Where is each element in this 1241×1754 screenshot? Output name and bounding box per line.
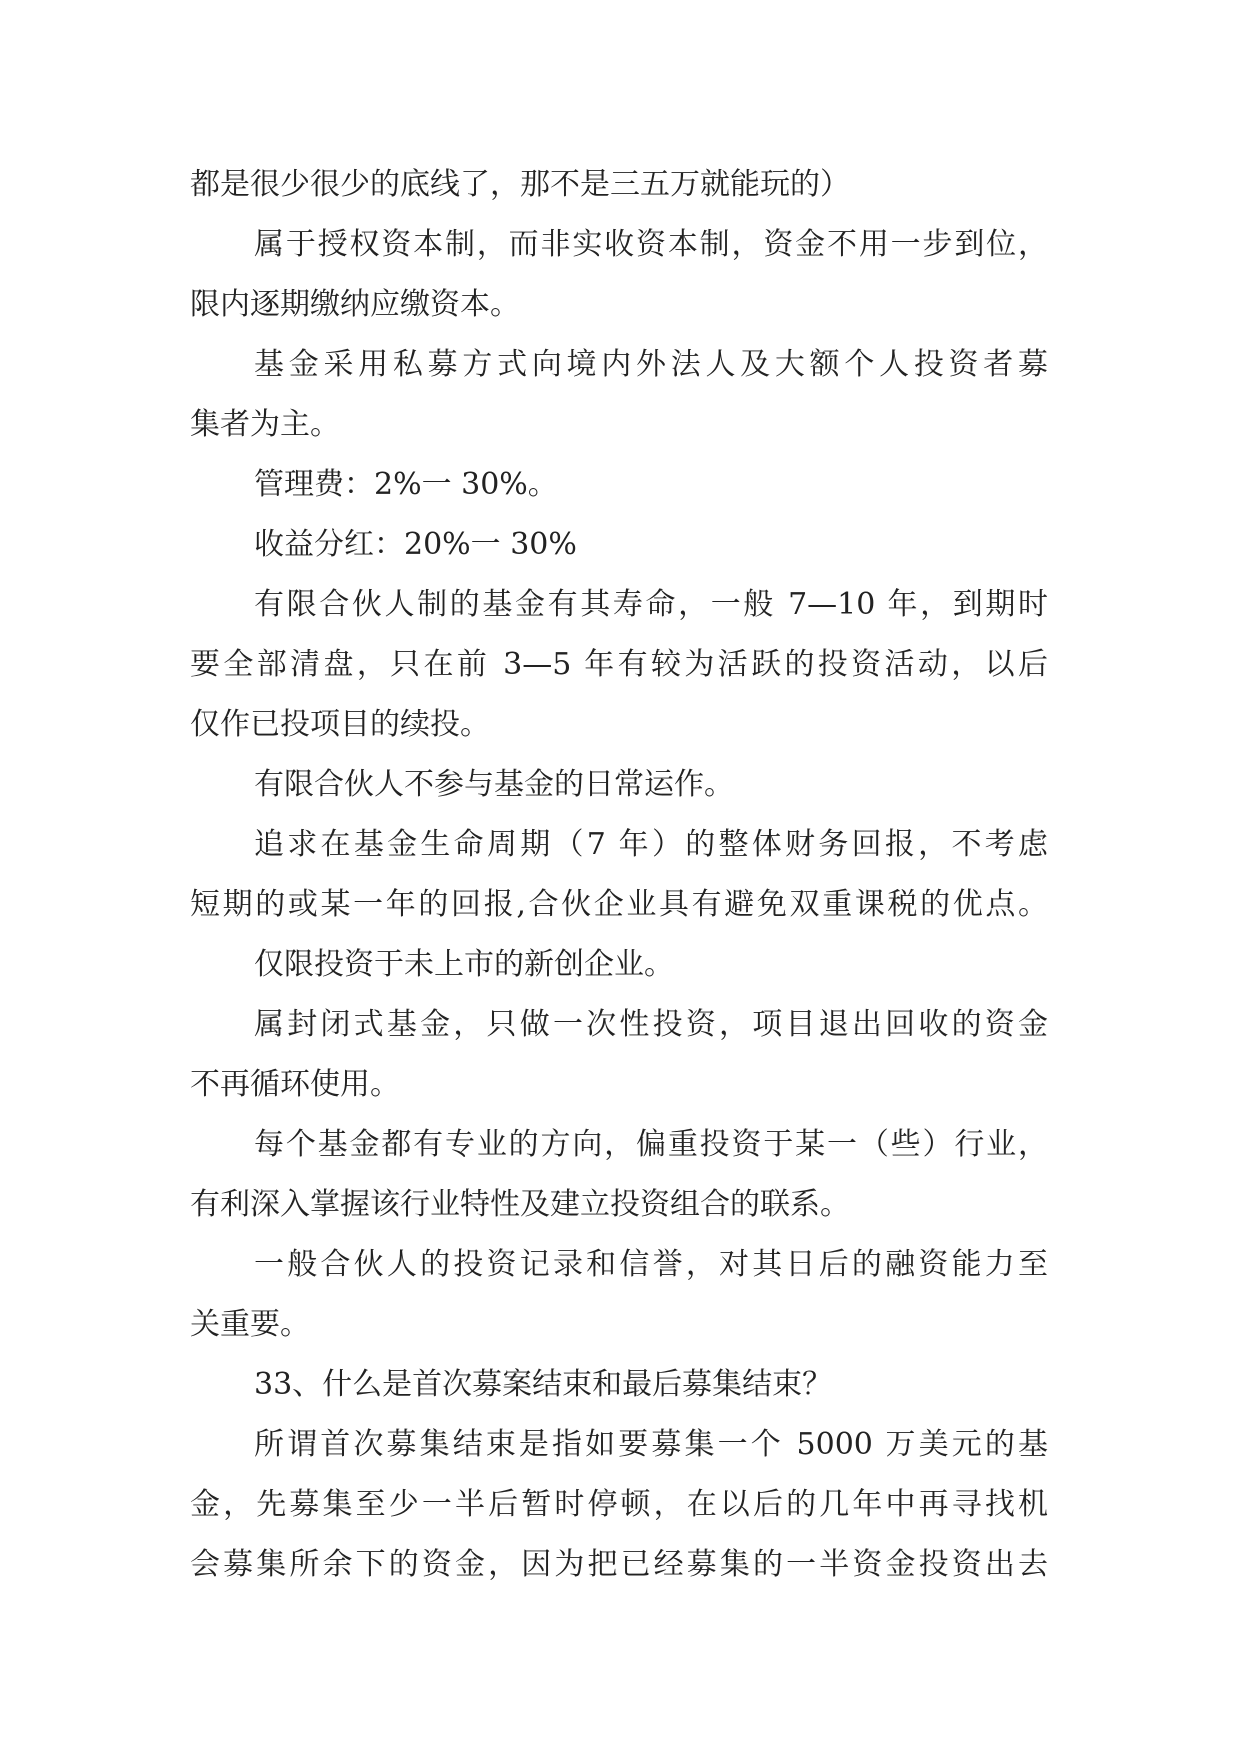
- text-line: 不再循环使用。: [190, 1067, 400, 1102]
- text-line: 关重要。: [190, 1307, 310, 1342]
- text-line: 每个基金都有专业的方向，偏重投资于某一（些）行业，: [254, 1127, 1048, 1162]
- text-line: 有利深入掌握该行业特性及建立投资组合的联系。: [190, 1187, 850, 1222]
- text-line: 集者为主。: [190, 407, 340, 442]
- text-line: 仅作已投项目的续投。: [190, 707, 490, 742]
- text-line: 有限合伙人制的基金有其寿命，一般 7—10 年，到期时: [254, 587, 1048, 622]
- document-body: [190, 155, 1048, 1595]
- text-line: 属封闭式基金，只做一次性投资，项目退出回收的资金: [254, 1007, 1048, 1042]
- text-line: 属于授权资本制，而非实收资本制，资金不用一步到位，: [254, 227, 1048, 262]
- text-line: 所谓首次募集结束是指如要募集一个 5000 万美元的基: [254, 1427, 1048, 1462]
- text-line: 要全部清盘，只在前 3—5 年有较为活跃的投资活动，以后: [190, 647, 1048, 682]
- text-line: 都是很少很少的底线了，那不是三五万就能玩的）: [190, 167, 850, 202]
- text-line: 一般合伙人的投资记录和信誉，对其日后的融资能力至: [254, 1247, 1048, 1282]
- text-line: 限内逐期缴纳应缴资本。: [190, 287, 520, 322]
- text-line: 金，先募集至少一半后暂时停顿，在以后的几年中再寻找机: [190, 1487, 1048, 1522]
- text-line: 短期的或某一年的回报,合伙企业具有避免双重课税的优点。: [190, 887, 1048, 922]
- text-line: 会募集所余下的资金，因为把已经募集的一半资金投资出去: [190, 1547, 1048, 1582]
- text-line: 基金采用私募方式向境内外法人及大额个人投资者募: [254, 347, 1048, 382]
- section-heading: 33、什么是首次募案结束和最后募集结束？: [254, 1367, 833, 1402]
- text-line: 追求在基金生命周期（7 年）的整体财务回报，不考虑: [254, 827, 1048, 862]
- text-line: 管理费：2%一 30%。: [254, 467, 558, 502]
- text-line: 有限合伙人不参与基金的日常运作。: [254, 767, 734, 802]
- text-line: 仅限投资于未上市的新创企业。: [254, 947, 674, 982]
- text-line: 收益分红：20%一 30%: [254, 527, 577, 562]
